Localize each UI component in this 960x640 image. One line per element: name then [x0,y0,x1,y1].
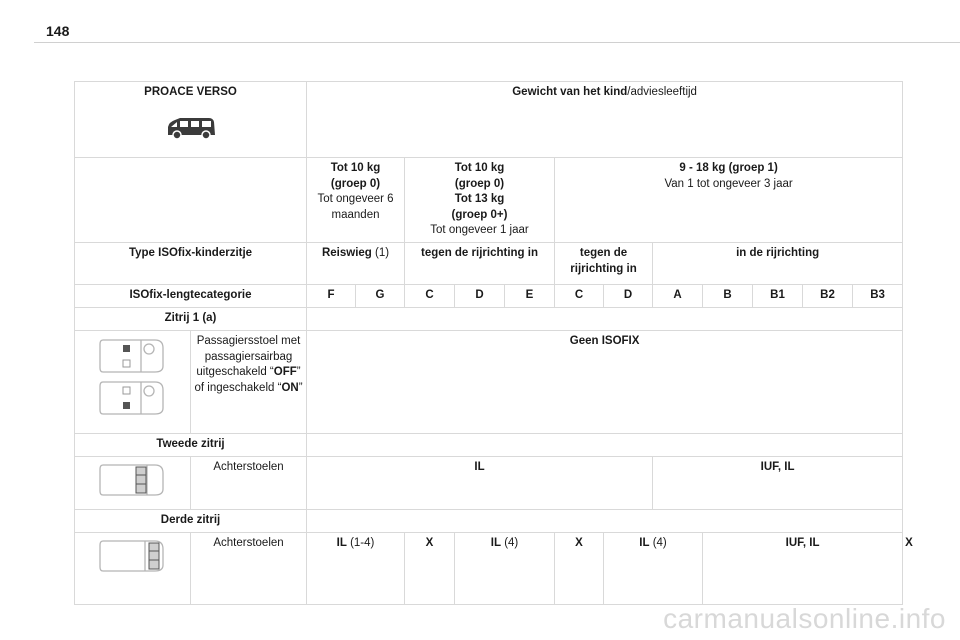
row2-title-empty [307,434,903,457]
length-category-cell: D [604,285,653,308]
row3-value-forward: IUF, IL [703,533,903,605]
row3-value-cd [455,533,555,605]
length-category-label: ISOfix-lengtecategorie [75,285,307,308]
length-category-cell: F [307,285,356,308]
row2-diagram-cell [75,457,191,510]
length-category-cell: E [505,285,555,308]
row1-value: Geen ISOFIX [307,331,903,434]
row3-v1-note: (1-4) [346,537,375,549]
third-row-seat-icon [97,538,169,574]
row2-value-a: IL [307,457,653,510]
type-rear-facing-1: tegen de rijrichting in [405,243,555,285]
group-0plus-age: Tot ongeveer 1 jaar [430,224,529,237]
weight-subtitle: /adviesleeftijd [627,86,697,98]
row2-title: Tweede zitrij [75,434,307,457]
length-category-cell: B1 [753,285,803,308]
group-0plus-weight-a: Tot 10 kg [454,162,505,174]
row1-seat-text-b: ” of ingeschakeld “ [194,366,301,394]
group-1-age: Van 1 tot ongeveer 3 jaar [664,177,793,190]
length-category-cell: G [356,285,405,308]
row2-value-b: IUF, IL [653,457,903,510]
row3-v3-code: IL [490,537,501,549]
row2-seat-row [75,457,903,510]
row3-v5-code: IL [639,537,650,549]
length-category-cell: C [555,285,604,308]
front-passenger-seat-icon [97,336,169,420]
row3-value-e: X [555,533,604,605]
length-category-cell: B2 [803,285,853,308]
row1-diagram-cell [75,331,191,434]
row1-title-row [75,308,903,331]
airbag-off-label: OFF [273,366,297,379]
type-rear-facing-2: tegen de rijrichting in [555,243,653,285]
row3-value-rear [604,533,703,605]
row3-diagram-cell [75,533,191,605]
second-row-seat-icon [97,462,169,498]
type-row [75,243,903,285]
carrycot-note: (1) [371,247,390,259]
model-name: PROACE VERSO [144,86,237,98]
table-header-row [75,82,903,158]
row2-title-row [75,434,903,457]
row1-seat-desc [191,331,307,434]
row3-seat-row: Achterstoelen IL (1-4) X IL (4) X IL (4) IUF, IL X [75,533,903,605]
watermark: carmanualsonline.info [663,603,946,634]
length-category-cell: D [455,285,505,308]
airbag-on-label: ON [281,381,299,394]
van-icon [165,115,217,141]
row2-seat-label: Achterstoelen [191,457,307,510]
group-0plus-weight-b: Tot 13 kg [454,193,505,206]
row1-title: Zitrij 1 (a) [75,308,307,331]
group-0plus-label-b: (groep 0+) [451,208,508,221]
group-0-cell [307,158,405,243]
weight-title: Gewicht van het kind [512,86,628,98]
row1-title-empty [307,308,903,331]
model-cell [75,82,307,158]
row3-title-row [75,510,903,533]
row3-v3-note: (4) [501,537,519,549]
group-0-label: (groep 0) [330,177,381,190]
page-number: 148 [46,23,70,39]
row1-seat-text-c: ” [298,381,303,394]
row3-seat-label: Achterstoelen [191,533,307,605]
header-rule [34,42,960,43]
length-category-row [75,285,903,308]
length-category-cell: B [703,285,753,308]
row3-title: Derde zitrij [75,510,307,533]
row3-value-carrycot [307,533,405,605]
group-row [75,158,903,243]
length-category-cell: C [405,285,455,308]
group-0-age: Tot ongeveer 6 maanden [317,193,394,221]
group-0plus-label-a: (groep 0) [454,177,505,190]
length-category-cell: A [653,285,703,308]
row1-seat-text-a: Passagiersstoel met passagiersairbag uitgeschakeld “ [196,335,301,379]
carrycot-label: Reiswieg [321,247,372,259]
group-0-weight: Tot 10 kg [330,162,381,174]
length-category-cell: B3 [853,285,903,308]
group-0plus-cell [405,158,555,243]
group-1-title: 9 - 18 kg (groep 1) [679,162,778,174]
row1-seat-row [75,331,903,434]
row3-title-empty [307,510,903,533]
type-carrycot [307,243,405,285]
type-forward-facing: in de rijrichting [653,243,903,285]
row3-value-g: X [405,533,455,605]
row3-v1-code: IL [336,537,347,549]
group-row-empty [75,158,307,243]
group-1-cell [555,158,903,243]
type-label: Type ISOfix-kinderzitje [75,243,307,285]
weight-header-cell [307,82,903,158]
isofix-table [74,81,913,605]
row3-v5-note: (4) [649,537,667,549]
